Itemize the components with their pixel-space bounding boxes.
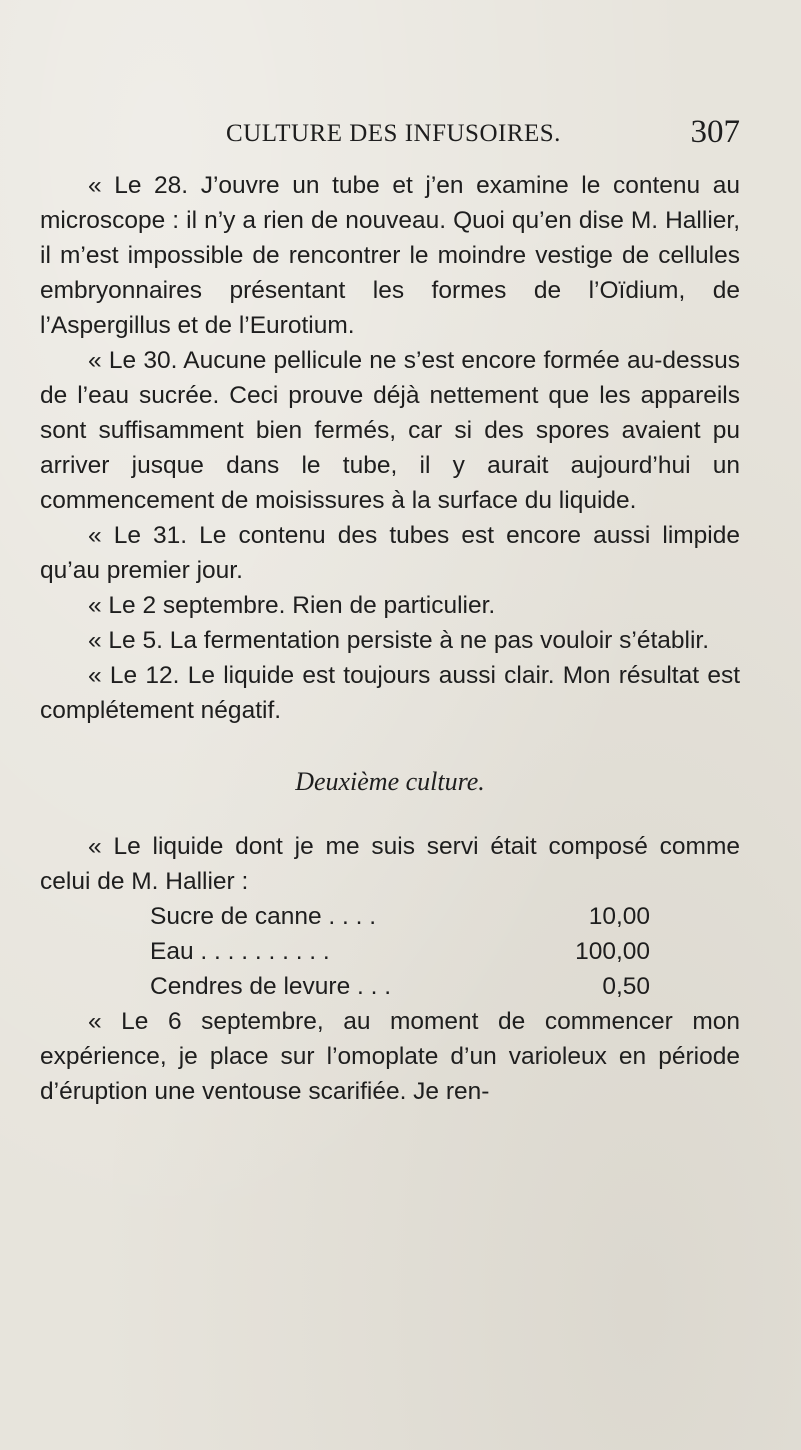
recipe-row xyxy=(150,934,650,969)
paragraph: « Le 31. Le contenu des tubes est encore aussi limpide qu’au premier jour. xyxy=(40,522,740,584)
recipe-quantity: 100,00 xyxy=(575,938,650,965)
recipe-table xyxy=(150,899,650,1004)
page-header xyxy=(40,114,740,160)
paragraph: « Le 6 septembre, au moment de commencer mon expérience, je place sur l’omoplate d’un varioleux en période d’éruption une ventouse scarifiée. Je ren- xyxy=(40,1008,740,1105)
recipe-quantity: 0,50 xyxy=(602,973,650,1000)
recipe-quantity: 10,00 xyxy=(588,903,650,930)
recipe-ingredient: Cendres de levure . . . xyxy=(150,973,392,1000)
section-heading: Deuxième culture. xyxy=(295,767,485,796)
paragraph: « Le 28. J’ouvre un tube et j’en examine le contenu au microscope : il n’y a rien de nouveau. Quoi qu’en dise M. Hallier, il m’est impossible de rencontrer le moindre vestige de cellules embryonnaires présentant les formes de l’Oïdium, de l’Aspergillus et de l’Eurotium. xyxy=(40,172,740,339)
paragraph: « Le 30. Aucune pellicule ne s’est encore formée au-dessus de l’eau sucrée. Ceci prouve déjà nettement que les appareils sont suffisamment bien fermés, car si des spores avaient pu arriver jusque dans le tube, il y aurait aujourd’hui un commencement de moisissures à la surface du liquide. xyxy=(40,347,740,514)
page-number: 307 xyxy=(690,114,740,150)
recipe-ingredient: Sucre de canne . . . . xyxy=(150,903,377,930)
paragraph: « Le 12. Le liquide est toujours aussi clair. Mon résultat est complétement négatif. xyxy=(40,662,740,724)
book-page xyxy=(40,114,740,1109)
paragraph: « Le 2 septembre. Rien de particulier. xyxy=(88,592,496,619)
recipe-ingredient: Eau . . . . . . . . . . xyxy=(150,938,330,965)
recipe-row xyxy=(150,969,650,1004)
paragraph: « Le liquide dont je me suis servi était composé comme celui de M. Hallier : xyxy=(40,833,740,895)
recipe-row xyxy=(150,899,650,934)
paragraph: « Le 5. La fermentation persiste à ne pas vouloir s’établir. xyxy=(88,627,710,654)
body-text xyxy=(40,168,740,1109)
running-title: CULTURE DES INFUSOIRES. xyxy=(226,120,561,147)
